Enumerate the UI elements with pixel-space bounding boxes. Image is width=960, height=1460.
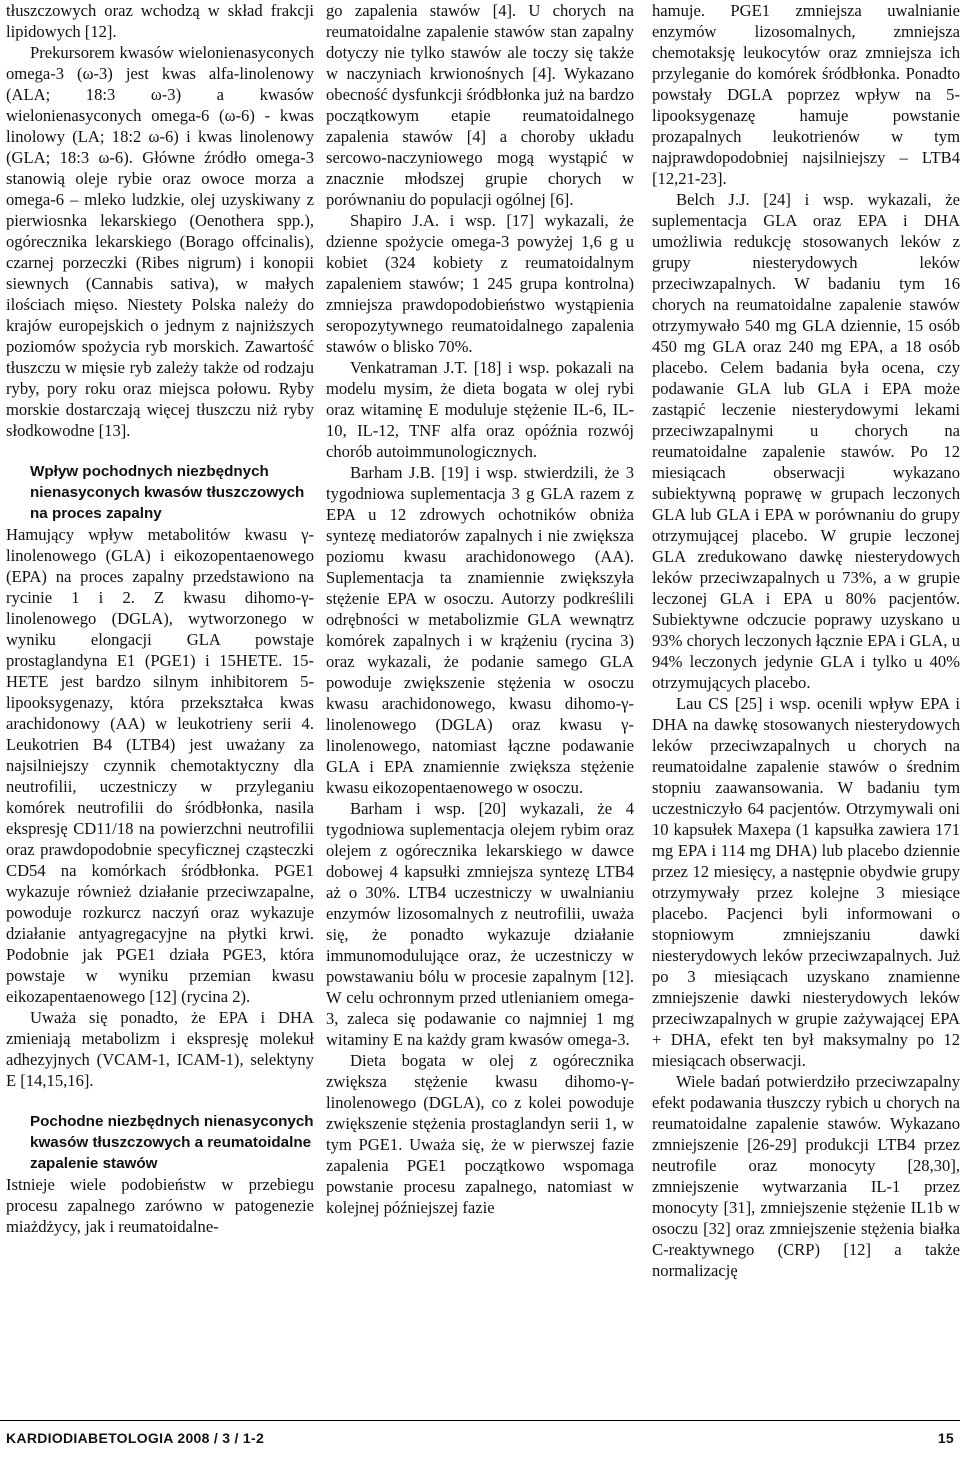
page-number: 15	[937, 1430, 954, 1446]
section-heading: Pochodne niezbędnych nienasyconych kwasów tłuszczowych a reumatoidalne zapalenie stawów	[30, 1113, 314, 1172]
paragraph: Dieta bogata w olej z ogórecznika zwiększa stężenie kwasu dihomo-γ-linolenowego (DGLA), co z kolei powoduje zwiększenie stężenia prostaglandyn serii 1, w tym PGE1. Uważa się, że w pierwszej fazie zapalenia PGE1 początkowo wspomaga powstanie procesu zapalnego, natomiast w kolejnej późniejszej fazie	[326, 1051, 634, 1217]
paragraph: Barham i wsp. [20] wykazali, że 4 tygodniowa suplementacja olejem rybim oraz olejem z ogórecznika lekarskiego w dawce dobowej 4 kapsułki zmniejsza syntezę LTB4 aż o 30%. LTB4 uczestniczy w uwalnianiu enzymów lizosomalnych z neutrofilii, uważa się, że ponadto wykazuje działanie immunomodulujące oraz, że uczestniczy w powstawaniu bólu w procesie zapalnym [12]. W celu ochronnym przed utlenianiem omega-3, zaleca się podawanie co najmniej 1 mg witaminy E na każdy gram kwasów omega-3.	[326, 799, 634, 1049]
paragraph: Belch J.J. [24] i wsp. wykazali, że suplementacja GLA oraz EPA i DHA umożliwia redukcję stosowanych leków z grupy niesterydowych leków przeciwzapalnych. W badaniu tym 16 chorych na reumatoidalne zapalenie stawów otrzymywało 540 mg GLA dziennie, 15 osób 450 mg GLA oraz 240 mg EPA, a 18 osób placebo. Celem badania była ocena, czy podawanie GLA lub GLA i EPA może zastąpić leczenie niesterydowymi lekami przeciwzapalnymi u chorych na reumatoidalne zapalenie stawów. Po 12 miesiącach obserwacji wykazano subiektywną poprawę w grupach leczonych GLA lub GLA i EPA w porównaniu do grupy otrzymującej placebo. W grupie leczonej GLA zredukowano dawkę niesterydowych leków przeciwzapalnych u 73%, a w grupie leczonej GLA i EPA u 80% pacjentów. Subiektywne odczucie poprawy uzyskano u 93% chorych leczonych łącznie EPA i GLA, u 94% leczonych jedynie GLA i tylko u 40% otrzymujących placebo.	[652, 190, 960, 692]
text-column-2	[326, 0, 634, 1218]
paragraph: Istnieje wiele podobieństw w przebiegu procesu zapalnego zarówno w patogenezie miażdżycy, jak i reumatoidalne-	[6, 1175, 314, 1236]
journal-footer: KARDIODIABETOLOGIA 2008 / 3 / 1-2	[6, 1430, 265, 1446]
paragraph: Venkatraman J.T. [18] i wsp. pokazali na modelu mysim, że dieta bogata w olej rybi oraz witaminę E moduluje stężenie IL-6, IL-10, IL-12, TNF alfa oraz opóźnia rozwój chorób autoimmunologicznych.	[326, 358, 634, 461]
paragraph: Lau CS [25] i wsp. ocenili wpływ EPA i DHA na dawkę stosowanych niesterydowych leków przeciwzapalnych u chorych na reumatoidalne zapalenie stawów o średnim stopniu zaawansowania. W badaniu tym uczestniczyło 64 pacjentów. Otrzymywali oni 10 kapsułek Maxepa (1 kapsułka zawiera 171 mg EPA i 114 mg DHA) lub placebo dziennie przez 12 miesięcy, a następnie obydwie grupy otrzymywały przez kolejne 3 miesiące placebo. Pacjenci byli informowani o stopniowym zmniejszaniu dawki niesterydowych leków przeciwzapalnych. Już po 3 miesiącach uzyskano znamienne zmniejszenie dawki niesterydowych leków przeciwzapalnych w grupie zażywającej EPA + DHA, efekt ten był maksymalny po 12 miesiącach obserwacji.	[652, 694, 960, 1070]
section-heading: Wpływ pochodnych niezbędnych nienasyconych kwasów tłuszczowych na proces zapalny	[30, 463, 305, 522]
paragraph: Shapiro J.A. i wsp. [17] wykazali, że dzienne spożycie omega-3 powyżej 1,6 g u kobiet (324 kobiety z reumatoidalnym zapaleniem stawów; 1 245 grupa kontrolna) zmniejsza prawdopodobieństwo wystąpienia seropozytywnego reumatoidalnego zapalenia stawów o blisko 70%.	[326, 211, 634, 356]
footer-rule	[0, 1420, 960, 1421]
paragraph: Barham J.B. [19] i wsp. stwierdzili, że 3 tygodniowa suplementacja 3 g GLA razem z EPA u 12 zdrowych ochotników obniża syntezę mediatorów zapalnych i nie zwiększa poziomu kwasu arachidonowego (AA). Suplementacja ta znamiennie zwiększyła stężenie EPA w osoczu. Autorzy podkreślili odrębności w metabolizmie GLA wewnątrz komórek zapalnych i w krążeniu (rycina 3) oraz wykazali, że podanie samego GLA powoduje zwiększenie stężenia w osoczu kwasu arachidonowego, kwasu dihomo-γ-linolenowego (DGLA) oraz kwasu γ-linolenowego, natomiast łączne podawanie GLA i EPA znamiennie zwiększa stężenie kwasu eikozopentaenowego w osoczu.	[326, 463, 634, 797]
paragraph: hamuje. PGE1 zmniejsza uwalnianie enzymów lizosomalnych, zmniejsza chemotaksję leukocytów oraz zmniejsza ich przyleganie do komórek śródbłonka. Ponadto powstały DGLA poprzez wpływ na 5-lipooksygenazę hamuje powstanie prozapalnych leukotrienów w tym najprawdopodobniej najsilniejszy – LTB4 [12,21-23].	[652, 1, 960, 188]
paragraph: Wiele badań potwierdziło przeciwzapalny efekt podawania tłuszczy rybich u chorych na reumatoidalne zapalenie stawów. Wykazano zmniejszenie [26-29] produkcji LTB4 przez neutrofile oraz monocyty [28,30], zmniejszenie wytwarzania IL-1 przez monocyty [31], zmniejszenie stężenie IL1b w osoczu [32] oraz zmniejszenie stężenia białka C-reaktywnego (CRP) [12] a także normalizację	[652, 1072, 960, 1280]
paragraph: go zapalenia stawów [4]. U chorych na reumatoidalne zapalenie stawów stan zapalny dotyczy nie tylko stawów ale toczy się także w naczyniach krwionośnych [4]. Wykazano obecność dysfunkcji śródbłonka już na bardzo początkowym etapie reumatoidalnego zapalenia stawów [4] a choroby układu sercowo-naczyniowego mogą wystąpić w znacznie młodszej grupie chorych w porównaniu do populacji ogólnej [6].	[326, 1, 634, 209]
text-column-1	[6, 0, 314, 1237]
paragraph: Prekursorem kwasów wielonienasyconych omega-3 (ω-3) jest kwas alfa-linolenowy (ALA; 18:3 ω-3) a kwasów wielonienasyconych omega-6 (ω-6) - kwas linolowy (LA; 18:2 ω-6) i kwas linolenowy (GLA; 18:3 ω-6). Główne źródło omega-3 stanowią oleje rybie oraz owoce morza a omega-6 – mleko ludzkie, olej uzyskiwany z pierwiosnka lekarskiego (Oenothera spp.), ogórecznika lekarskiego (Borago offcinalis), czarnej porzeczki (Ribes nigrum) i konopii siewnych (Cannabis sativa), w małych ilościach mięso. Niestety Polska należy do krajów europejskich o jednym z najniższych poziomów spożycia ryb morskich. Zawartość tłuszczu w mięsie ryb zależy także od rodzaju ryby, pory roku oraz miejsca połowu. Ryby morskie dostarczają więcej tłuszczu niż ryby słodkowodne [13].	[6, 43, 314, 440]
paragraph: tłuszczowych oraz wchodzą w skład frakcji lipidowych [12].	[6, 1, 314, 41]
paragraph: Hamujący wpływ metabolitów kwasu γ-linolenowego (GLA) i eikozopentaenowego (EPA) na proces zapalny przedstawiono na rycinie 1 i 2. Z kwasu dihomo-γ-linolenowego (DGLA), wytworzonego w wyniku elongacji GLA powstaje prostaglandyna E1 (PGE1) i 15HETE. 15-HETE jest bardzo silnym inhibitorem 5-lipooksygenazy, która przekształca kwas arachidonowy (AA) w leukotrieny serii 4. Leukotrien B4 (LTB4) jest uważany za najsilniejszy czynnik chemotaktyczny dla neutrofilii, uczestniczy w przyleganiu komórek neutrofilii do śródbłonka, nasila ekspresję CD11/18 na powierzchni neutrofilii oraz prawdopodobnie specyficznej cząsteczki CD54 na komórkach śródbłonka. PGE1 wykazuje również działanie przeciwzapalne, powoduje rozkurcz naczyń oraz wykazuje działanie antyagregacyjne na płytki krwi. Podobnie jak PGE1 działa PGE3, która powstaje w wyniku przemian kwasu eikozapentaenowego [12] (rycina 2).	[6, 525, 314, 1006]
paragraph: Uważa się ponadto, że EPA i DHA zmieniają metabolizm i ekspresję molekuł adhezyjnych (VCAM-1, ICAM-1), selektyny E [14,15,16].	[6, 1008, 314, 1090]
text-column-3	[652, 0, 960, 1281]
